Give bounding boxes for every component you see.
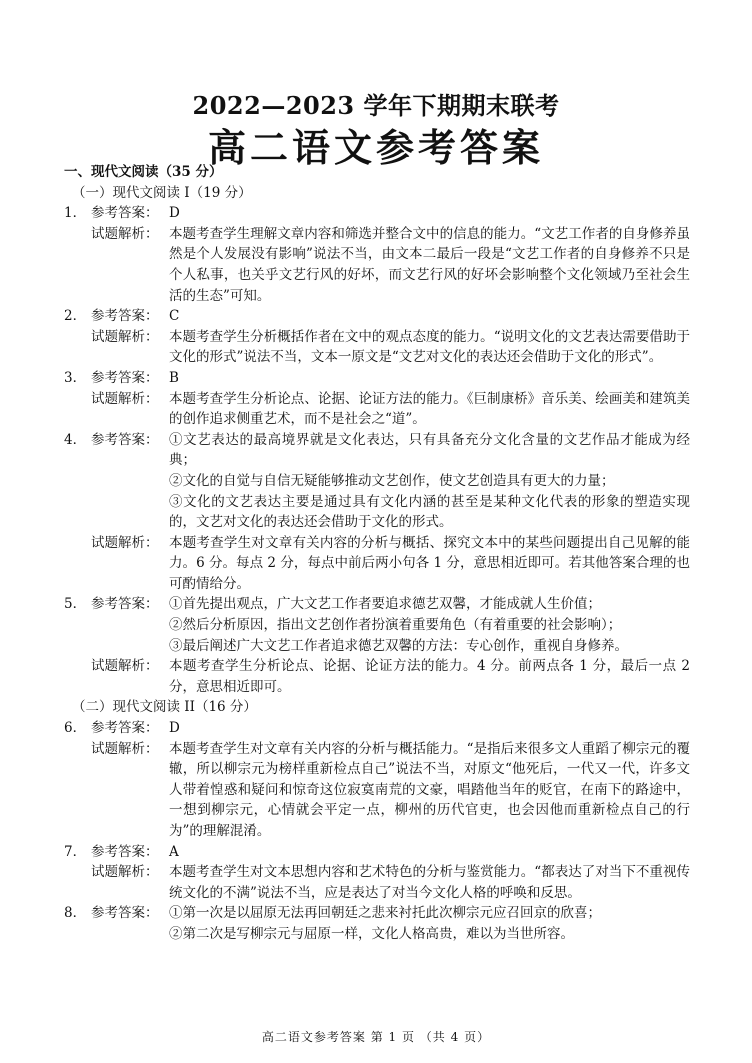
explain-text: 本题考查学生对文章有关内容的分析与概括能力。“是指后来很多文人重蹈了柳宗元的覆辙，所以柳宗元为榜样重新检点自己”说法不当，对原文“他死后，一代又一代，许多文人带着惶惑和疑问和惊奇这位寂寞南荒的文豪，唱踏他当年的贬官，在南下的路途中，一想到柳宗元，心情就会平定一点，柳州的历代官吏，也会因他而重新检点自己的行为”的理解混淆。 — [169, 740, 690, 839]
part-heading: （二）现代文阅读 II（16 分） — [72, 699, 257, 716]
question-4-explain — [64, 533, 690, 595]
question-number: 3． — [64, 369, 87, 386]
part-heading: （一）现代文阅读 I（19 分） — [72, 184, 252, 201]
exam-subtitle: 2022—2023 学年下期期末联考 — [192, 91, 560, 120]
question-number: 5． — [64, 596, 87, 613]
answer-point: ①首先提出观点，广大文艺工作者要追求德艺双馨，才能成就人生价值； — [169, 596, 601, 613]
answer-label: 参考答案： — [91, 369, 159, 386]
question-5-explain — [64, 656, 690, 697]
question-3-answer — [64, 368, 690, 389]
answer-point: ②第二次是写柳宗元与屈原一样，文化人格高贵，难以为当世所容。 — [169, 925, 574, 942]
answer-value: C — [169, 308, 180, 325]
answer-value: B — [169, 369, 179, 386]
question-3-explain — [64, 389, 690, 430]
question-8-answer — [64, 903, 690, 944]
answer-label: 参考答案： — [91, 596, 159, 613]
answer-point: ①文艺表达的最高境界就是文化表达，只有具备充分文化含量的文艺作品才能成为经典； — [169, 431, 690, 469]
explain-label: 试题解析： — [91, 740, 159, 757]
explain-text: 本题考查学生对文本思想内容和艺术特色的分析与鉴赏能力。“都表达了对当下不重视传统文化的不满”说法不当，应是表达了对当今文化人格的呼唤和反思。 — [169, 864, 690, 901]
explain-label: 试题解析： — [91, 658, 159, 675]
explain-label: 试题解析： — [91, 864, 159, 881]
answer-points — [169, 430, 690, 533]
explain-label: 试题解析： — [91, 390, 159, 407]
answer-point: ③最后阐述广大文艺工作者追求德艺双馨的方法：专心创作，重视自身修养。 — [169, 637, 628, 654]
answer-point: ③文化的文艺表达主要是通过具有文化内涵的甚至是某种文化代表的形象的塑造实现的，文艺对文化的表达还会借助于文化的形式。 — [169, 493, 690, 531]
answer-label: 参考答案： — [91, 843, 159, 860]
question-7-explain — [64, 862, 690, 903]
question-6-explain — [64, 739, 690, 842]
question-number: 6． — [64, 720, 87, 737]
explain-text: 本题考查学生理解文章内容和筛选并整合文中的信息的能力。“文艺工作者的自身修养虽然是个人发展没有影响”说法不当，由文本二最后一段是“文艺工作者的自身修养不只是个人私事，也关乎文艺行风的好坏，而文艺行风的好坏会影响整个文化领域乃至社会生活的生态”可知。 — [169, 225, 690, 304]
answer-label: 参考答案： — [91, 720, 159, 737]
explain-label: 试题解析： — [91, 225, 159, 242]
answer-label: 参考答案： — [91, 905, 159, 922]
question-number: 7． — [64, 843, 87, 860]
answer-value: D — [169, 720, 180, 737]
answer-value: D — [169, 205, 180, 222]
answer-point: ②文化的自觉与自信无疑能够推动文艺创作，使文艺创造具有更大的力量； — [169, 472, 615, 489]
explain-text: 本题考查学生分析论点、论据、论证方法的能力。4 分。前两点各 1 分，最后一点 2 分，意思相近即可。 — [169, 658, 690, 695]
answer-point: ①第一次是以屈原无法再回朝廷之悲来衬托此次柳宗元应召回京的欣喜； — [169, 905, 601, 922]
answer-value: A — [169, 843, 179, 860]
question-number: 8． — [64, 905, 87, 922]
question-7-answer — [64, 842, 690, 863]
explain-label: 试题解析： — [91, 328, 159, 345]
answer-point: ②然后分析原因，指出文艺创作者扮演着重要角色（有着重要的社会影响）； — [169, 617, 622, 634]
page-title: 高二语文参考答案 — [207, 125, 544, 170]
answer-points — [169, 594, 690, 656]
question-2-answer — [64, 306, 690, 327]
page-footer: 高二语文参考答案 第 1 页 （共 4 页） — [261, 1030, 491, 1044]
question-number: 2． — [64, 308, 87, 325]
explain-label: 试题解析： — [91, 534, 159, 551]
answer-label: 参考答案： — [91, 205, 159, 222]
answer-content — [64, 162, 690, 945]
explain-text: 本题考查学生对文章有关内容的分析与概括、探究文本中的某些问题提出自己见解的能力。6 分。每点 2 分，每点中前后两小句各 1 分，意思相近即可。若其他答案合理的也可酌情给分。 — [169, 534, 690, 592]
answer-label: 参考答案： — [91, 431, 159, 448]
question-5-answer — [64, 594, 690, 656]
question-number: 1． — [64, 205, 87, 222]
question-number: 4． — [64, 431, 87, 448]
answer-points — [169, 903, 690, 944]
question-2-explain — [64, 327, 690, 368]
question-1-explain — [64, 224, 690, 306]
question-1-answer — [64, 203, 690, 224]
section-heading: 一、现代文阅读（35 分） — [64, 164, 223, 180]
question-6-answer — [64, 718, 690, 739]
question-4-answer — [64, 430, 690, 533]
explain-text: 本题考查学生分析论点、论据、论证方法的能力。《巨制康桥》音乐美、绘画美和建筑美的创作追求侧重艺术，而不是社会之“道”。 — [169, 390, 690, 428]
explain-text: 本题考查学生分析概括作者在文中的观点态度的能力。“说明文化的文艺表达需要借助于文化的形式”说法不当，文本一原文是“文艺对文化的表达还会借助于文化的形式”。 — [169, 328, 690, 366]
answer-label: 参考答案： — [91, 308, 159, 325]
